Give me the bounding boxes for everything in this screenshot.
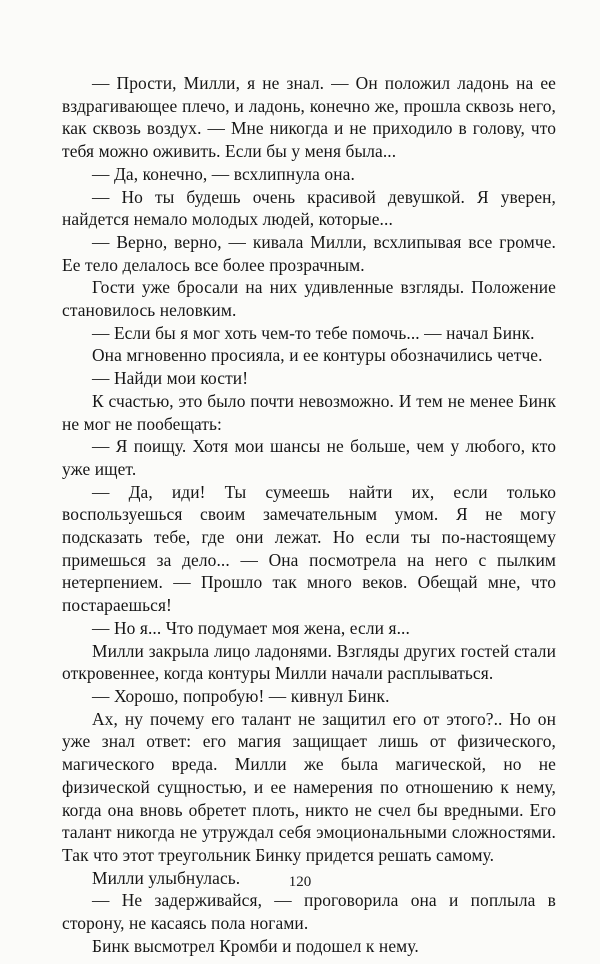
paragraph: — Верно, верно, — кивала Милли, всхлипывая все громче. Ее тело делалось все более прозрачным. xyxy=(62,231,556,275)
paragraph: — Да, иди! Ты сумеешь найти их, если только воспользуешься своим замечательным умом. Я не могу подсказать тебе, где они лежат. Но если ты по-настоящему примешься за дело... — Она посмотрела на него с пылким нетерпением. — Прошло так много веков. Обещай мне, что постараешься! xyxy=(62,481,556,616)
paragraph: — Но я... Что подумает моя жена, если я... xyxy=(92,617,410,638)
paragraph: Она мгновенно просияла, и ее контуры обозначились четче. xyxy=(92,345,543,366)
paragraph: — Не задерживайся, — проговорила она и поплыла в сторону, не касаясь пола ногами. xyxy=(62,890,556,934)
paragraph: — Прости, Милли, я не знал. — Он положил ладонь на ее вздрагивающее плечо, и ладонь, конечно же, прошла сквозь него, как сквозь воздух. — Мне никогда и не приходило в голову, что тебя можно оживить. Если бы у меня была... xyxy=(62,73,556,162)
paragraph: — Если бы я мог хоть чем-то тебе помочь... — начал Бинк. xyxy=(92,322,535,343)
paragraph: — Найди мои кости! xyxy=(92,368,249,389)
paragraph: К счастью, это было почти невозможно. И тем не менее Бинк не мог не пообещать: xyxy=(62,390,556,434)
paragraph: Милли улыбнулась. xyxy=(92,867,241,888)
paragraph: — Да, конечно, — всхлипнула она. xyxy=(92,163,355,184)
paragraph: — Но ты будешь очень красивой девушкой. Я уверен, найдется немало молодых людей, которые... xyxy=(62,186,556,230)
body-text xyxy=(62,72,556,957)
paragraph: Гости уже бросали на них удивленные взгляды. Положение становилось неловким. xyxy=(62,277,556,321)
paragraph: Ах, ну почему его талант не защитил его от этого?.. Но он уже знал ответ: его магия защищает лишь от физического, магического вреда. Милли же была магической, но не физической сущностью, и ее намерения по отношению к нему, когда она вновь обретет плоть, никто не счел бы вредными. Его талант никогда не утруждал себя эмоциональными сложностями. Так что этот треугольник Бинку придется решать самому. xyxy=(62,708,556,865)
paragraph: — Хорошо, попробую! — кивнул Бинк. xyxy=(92,685,390,706)
paragraph: — Я поищу. Хотя мои шансы не больше, чем у любого, кто уже ищет. xyxy=(62,436,556,479)
paragraph: Бинк высмотрел Кромби и подошел к нему. xyxy=(92,935,419,956)
page-number: 120 xyxy=(288,874,312,890)
paragraph: Милли закрыла лицо ладонями. Взгляды других гостей стали откровеннее, когда контуры Милли начали расплываться. xyxy=(62,640,556,684)
